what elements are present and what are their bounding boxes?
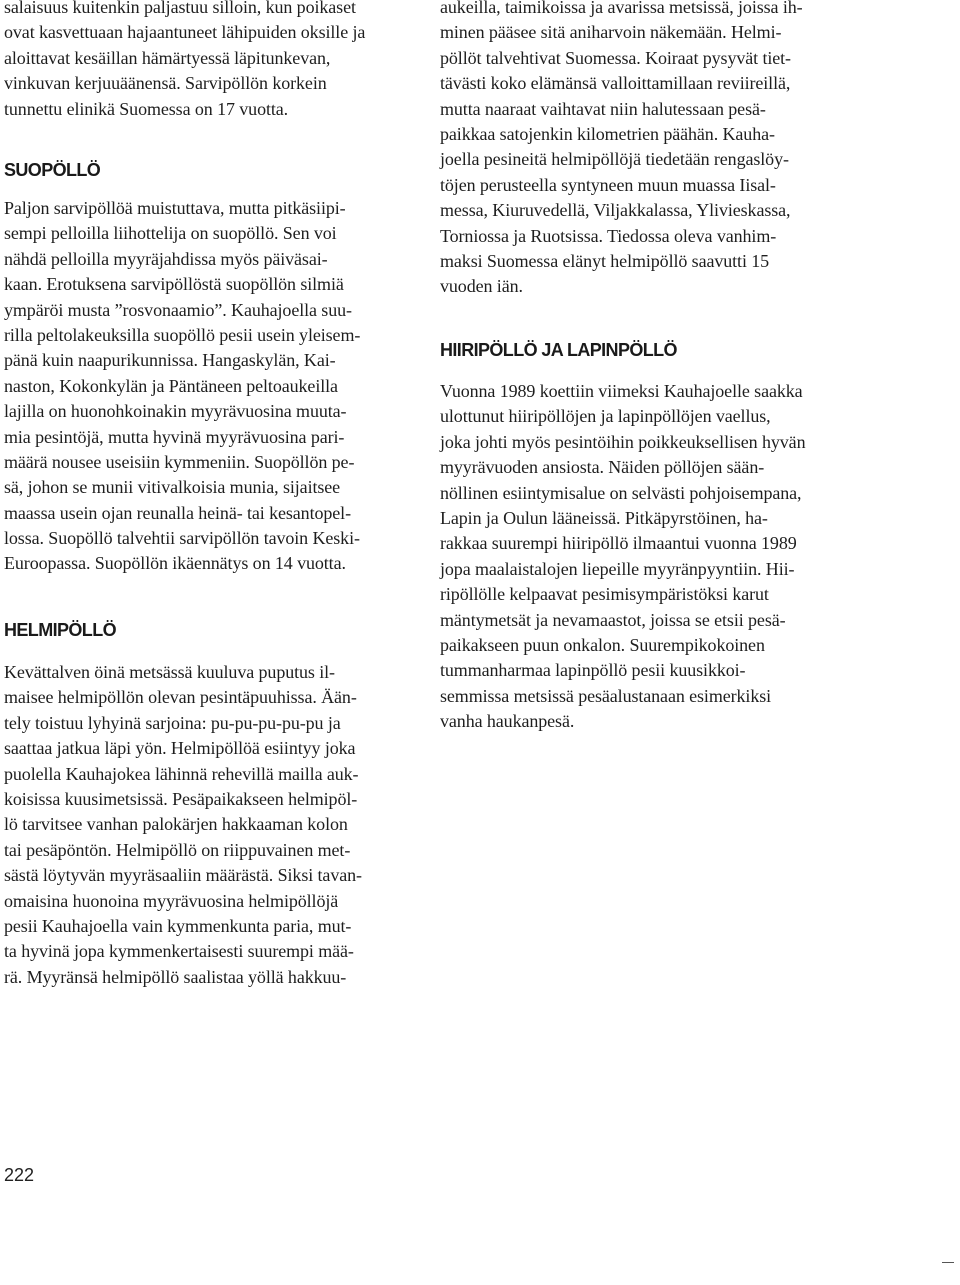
text-line: Vuonna 1989 koettiin viimeksi Kauhajoelle saakka [440,381,803,401]
text-line: rä. Myyränsä helmipöllö saalistaa yöllä hakkuu- [4,966,347,987]
text-line: minen pääsee sitä aniharvoin näkemään. Helmi- [440,22,782,43]
text-line: koisissa kuusimetsissä. Pesäpaikakseen helmipöl- [4,788,358,809]
text-line: paikakseen puun onkalon. Suurempikokoinen [440,634,765,655]
text-line: omaisina huonoina myyrävuosina helmipöllöjä [4,890,339,911]
text-line: maisee helmipöllön olevan pesintäpuuhissa. Ään- [4,687,357,708]
helmipollo-paragraph [4,660,362,990]
text-line: lajilla on huonohkoinakin myyrävuosina muuta- [4,401,347,422]
text-line: lö tarvitsee vanhan palokärjen hakkaaman kolon [4,814,348,835]
text-line: ta hyvinä jopa kymmenkertaisesti suurempi mää- [4,941,354,962]
text-line: määrä nousee useisiin kymmeniin. Suopöllön pe- [4,451,355,472]
text-line: rilla peltolakeuksilla suopöllö pesii usein yleisem- [4,324,361,345]
text-line: kaan. Erotuksena sarvipöllöstä suopöllön silmiä [4,274,344,295]
hiiripollo-lapinpollo-heading: HIIRIPÖLLÖ JA LAPINPÖLLÖ [440,340,677,360]
text-line: puolella Kauhajokea lähinnä rehevillä mailla auk- [4,763,359,784]
text-line: salaisuus kuitenkin paljastuu silloin, kun poikaset [4,0,356,17]
hiiripollo-paragraph [440,379,805,734]
text-line: mäntymetsät ja nevamaastot, joissa se etsii pesä- [440,609,786,630]
text-line: lossa. Suopöllö talvehtii sarvipöllön tavoin Keski- [4,528,360,549]
text-line: nähdä pelloilla myyräjahdissa myös päiväsai- [4,248,328,269]
corner-mark [942,1262,954,1263]
text-line: ulottunut hiiripöllöjen ja lapinpöllöjen vaellus, [440,406,771,427]
text-line: ripöllölle kelpaavat pesimisympäristöksi karut [440,584,769,605]
text-line: semmissa metsissä pesäalustanaan esimerkiksi [440,685,772,706]
text-line: joka johti myös pesintöihin poikkeuksellisen hyvän [440,431,806,452]
text-line: sästä löytyvän myyräsaaliin määrästä. Siksi tavan- [4,865,362,886]
text-line: pesii Kauhajoella vain kymmenkunta paria, mut- [4,915,352,936]
text-line: maksi Suomessa elänyt helmipöllö saavutti 15 [440,250,770,271]
text-line: tävästi koko elämänsä valloittamillaan reviireillä, [440,73,791,94]
text-line: aukeilla, taimikoissa ja avarissa metsissä, joissa ih- [440,0,803,17]
helmipollo-continuation-paragraph [440,0,803,300]
text-line: tunnettu elinikä Suomessa on 17 vuotta. [4,98,289,119]
text-line: naston, Kokonkylän ja Päntäneen peltoaukeilla [4,375,338,396]
text-line: messa, Kiuruvedellä, Viljakkalassa, Ylivieskassa, [440,200,791,221]
text-line: paikkaa satojenkin kilometrien päähän. Kauha- [440,123,775,144]
text-line: vuoden iän. [440,276,523,297]
intro-paragraph [4,0,365,122]
text-line: jopa maalaistalojen liepeille myyränpyyntiin. Hii- [440,558,795,579]
suopollo-heading: SUOPÖLLÖ [4,160,101,180]
text-line: aloittavat kesäillan hämärtyessä läpitunkevan, [4,47,331,68]
text-line: mutta naaraat vaihtavat niin halutessaan pesä- [440,98,766,119]
text-line: pöllöt talvehtivat Suomessa. Koiraat pysyvät tiet- [440,47,791,68]
text-line: ovat kasvettuaan hajaantuneet lähipuiden oksille ja [4,22,366,43]
text-line: tai pesäpöntön. Helmipöllö on riippuvainen met- [4,839,351,860]
text-line: sä, johon se munii vitivalkoisia munia, sijaitsee [4,477,341,498]
text-line: Lapin ja Oulun lääneissä. Pitkäpyrstöinen, ha- [440,507,768,528]
text-line: tummanharmaa lapinpöllö pesii kuusikkoi- [440,660,746,681]
text-line: Torniossa ja Ruotsissa. Tiedossa oleva vanhim- [440,225,777,246]
text-line: rakkaa suurempi hiiripöllö ilmaantui vuonna 1989 [440,533,797,554]
text-line: myyrävuoden ansiosta. Näiden pöllöjen sään- [440,457,765,478]
text-line: joella pesineitä helmipöllöjä tiedetään rengaslöy- [440,149,789,170]
text-line: pänä kuin naapurikunnissa. Hangaskylän, Kai- [4,350,336,371]
text-line: nöllinen esiintymisalue on selvästi pohjoisempana, [440,482,802,503]
helmipollo-heading: HELMIPÖLLÖ [4,620,116,640]
text-line: Paljon sarvipöllöä muistuttava, mutta pitkäsiipi- [4,198,346,218]
text-line: mia pesintöjä, mutta hyvinä myyrävuosina pari- [4,426,345,447]
text-line: ympäröi musta ”rosvonaamio”. Kauhajoella suu- [4,299,352,320]
text-line: saattaa jatkua läpi yön. Helmipöllöä esiintyy joka [4,738,356,759]
text-line: Euroopassa. Suopöllön ikäennätys on 14 vuotta. [4,553,346,574]
text-line: töjen perusteella syntyneen muun muassa Iisal- [440,174,776,195]
text-line: sempi pelloilla liihottelija on suopöllö. Sen voi [4,223,337,244]
text-line: vanha haukanpesä. [440,711,575,732]
text-line: vinkuvan kerjuuäänensä. Sarvipöllön korkein [4,73,327,94]
text-line: tely toistuu lyhyinä sarjoina: pu-pu-pu-pu-pu ja [4,712,341,733]
page-number: 222 [4,1165,35,1185]
text-line: maassa usein ojan reunalla heinä- tai kesantopel- [4,502,351,523]
suopollo-paragraph [4,196,360,577]
text-line: Kevättalven öinä metsässä kuuluva puputus il- [4,662,335,682]
